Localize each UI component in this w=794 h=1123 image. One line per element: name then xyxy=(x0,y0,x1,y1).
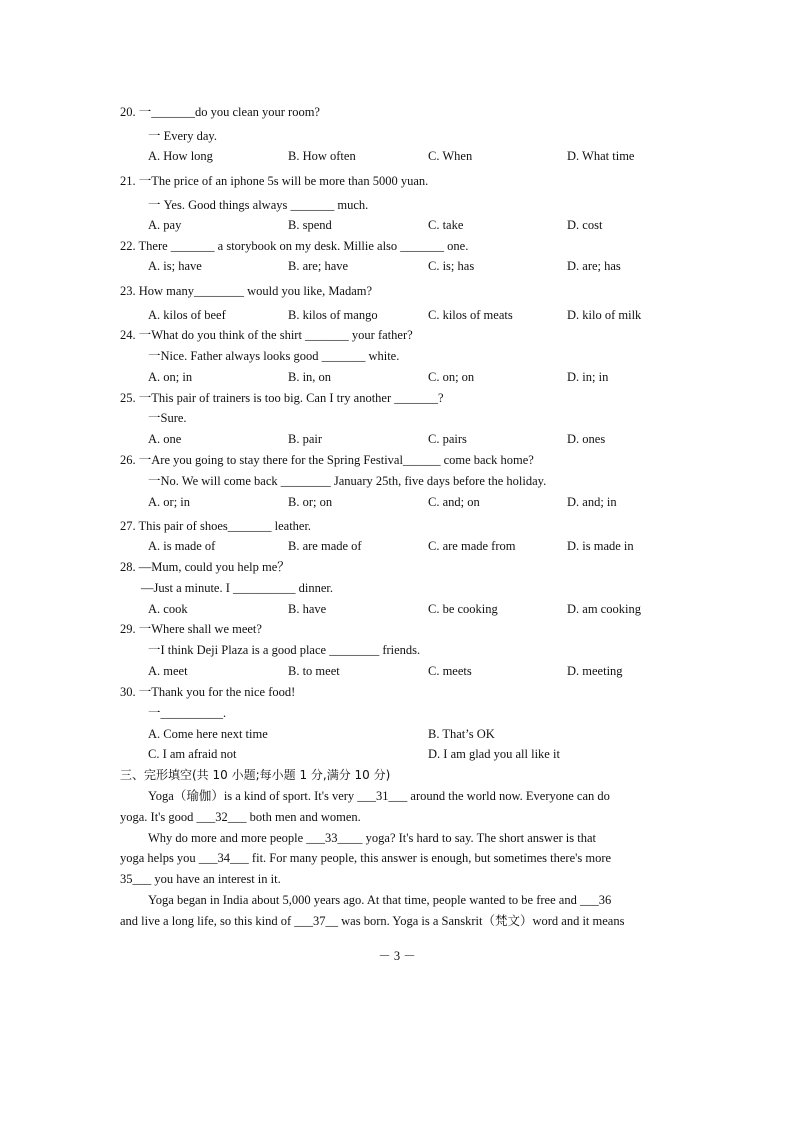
question-21-stem: 21. 一The price of an iphone 5s will be more than 5000 yuan. xyxy=(120,174,429,188)
passage-line: Yoga began in India about 5,000 years ago. At that time, people wanted to be free and ___36 xyxy=(148,893,612,907)
question-23-stem: 23. How many________ would you like, Madam? xyxy=(120,284,373,298)
passage-line: yoga. It's good ___32___ both men and women. xyxy=(120,810,361,824)
option-a: A. How long xyxy=(148,149,213,163)
option-b: B. are; have xyxy=(288,259,349,273)
option-d: D. is made in xyxy=(567,539,634,553)
option-b: B. spend xyxy=(288,218,332,232)
option-c: C. kilos of meats xyxy=(428,308,513,322)
option-a: A. meet xyxy=(148,664,188,678)
option-a: A. kilos of beef xyxy=(148,308,226,322)
passage-line: Yoga（瑜伽）is a kind of sport. It's very ___31___ around the world now. Everyone can do xyxy=(148,789,610,803)
option-d: D. kilo of milk xyxy=(567,308,642,322)
option-d: D. ones xyxy=(567,432,606,446)
passage-line: 35___ you have an interest in it. xyxy=(120,872,281,886)
option-c: C. be cooking xyxy=(428,602,498,616)
option-b: B. or; on xyxy=(288,495,333,509)
option-d: D. cost xyxy=(567,218,603,232)
question-24-stem: 24. 一What do you think of the shirt _______ your father? xyxy=(120,328,413,342)
option-c: C. pairs xyxy=(428,432,467,446)
option-b: B. pair xyxy=(288,432,323,446)
question-30-response: 一__________. xyxy=(148,706,227,720)
option-c: C. When xyxy=(428,149,473,163)
question-24-response: 一Nice. Father always looks good _______ white. xyxy=(148,349,400,363)
option-b: B. How often xyxy=(288,149,356,163)
option-c: C. and; on xyxy=(428,495,480,509)
question-20-stem: 20. 一_______do you clean your room? xyxy=(120,105,320,119)
option-d: D. are; has xyxy=(567,259,621,273)
option-a: A. pay xyxy=(148,218,182,232)
option-d: D. and; in xyxy=(567,495,617,509)
option-b: B. in, on xyxy=(288,370,332,384)
option-c: C. is; has xyxy=(428,259,475,273)
passage-line: Why do more and more people ___33____ yoga? It's hard to say. The short answer is that xyxy=(148,831,596,845)
option-c: C. take xyxy=(428,218,464,232)
option-b: B. have xyxy=(288,602,327,616)
option-d: D. meeting xyxy=(567,664,623,678)
option-a: A. on; in xyxy=(148,370,193,384)
question-29-response: 一I think Deji Plaza is a good place ________ friends. xyxy=(148,643,421,657)
option-a: A. is; have xyxy=(148,259,202,273)
option-a: A. cook xyxy=(148,602,188,616)
option-d: D. am cooking xyxy=(567,602,641,616)
question-29-stem: 29. 一Where shall we meet? xyxy=(120,622,262,636)
option-c: C. on; on xyxy=(428,370,475,384)
passage-line: yoga helps you ___34___ fit. For many people, this answer is enough, but sometimes there's more xyxy=(120,851,612,865)
question-26-stem: 26. 一Are you going to stay there for the Spring Festival______ come back home? xyxy=(120,453,534,467)
question-22-stem: 22. There _______ a storybook on my desk. Millie also _______ one. xyxy=(120,239,469,253)
question-25-response: 一Sure. xyxy=(148,411,187,425)
option-c: C. meets xyxy=(428,664,472,678)
option-d: D. I am glad you all like it xyxy=(428,747,560,761)
option-a: A. or; in xyxy=(148,495,191,509)
option-b: B. That’s OK xyxy=(428,727,495,741)
passage-line: and live a long life, so this kind of ___37__ was born. Yoga is a Sanskrit（梵文）word and it means xyxy=(120,914,625,928)
option-b: B. to meet xyxy=(288,664,340,678)
option-a: A. Come here next time xyxy=(148,727,268,741)
question-27-stem: 27. This pair of shoes_______ leather. xyxy=(120,519,312,533)
question-26-response: 一No. We will come back ________ January 25th, five days before the holiday. xyxy=(148,474,547,488)
question-30-stem: 30. 一Thank you for the nice food! xyxy=(120,685,296,699)
option-a: A. one xyxy=(148,432,182,446)
question-20-response: 一 Every day. xyxy=(148,129,217,143)
option-b: B. are made of xyxy=(288,539,362,553)
question-28-stem: 28. —Mum, could you help me？ xyxy=(120,560,290,574)
page-number: － 3 － xyxy=(378,949,416,963)
option-a: A. is made of xyxy=(148,539,216,553)
option-b: B. kilos of mango xyxy=(288,308,378,322)
option-c: C. are made from xyxy=(428,539,516,553)
question-25-stem: 25. 一This pair of trainers is too big. Can I try another _______? xyxy=(120,391,444,405)
question-21-response: 一 Yes. Good things always _______ much. xyxy=(148,198,369,212)
section-heading: 三、完形填空(共 10 小题;每小题 1 分,满分 10 分) xyxy=(120,768,391,782)
question-28-response: —Just a minute. I __________ dinner. xyxy=(141,581,333,595)
option-c: C. I am afraid not xyxy=(148,747,237,761)
option-d: D. in; in xyxy=(567,370,609,384)
option-d: D. What time xyxy=(567,149,635,163)
